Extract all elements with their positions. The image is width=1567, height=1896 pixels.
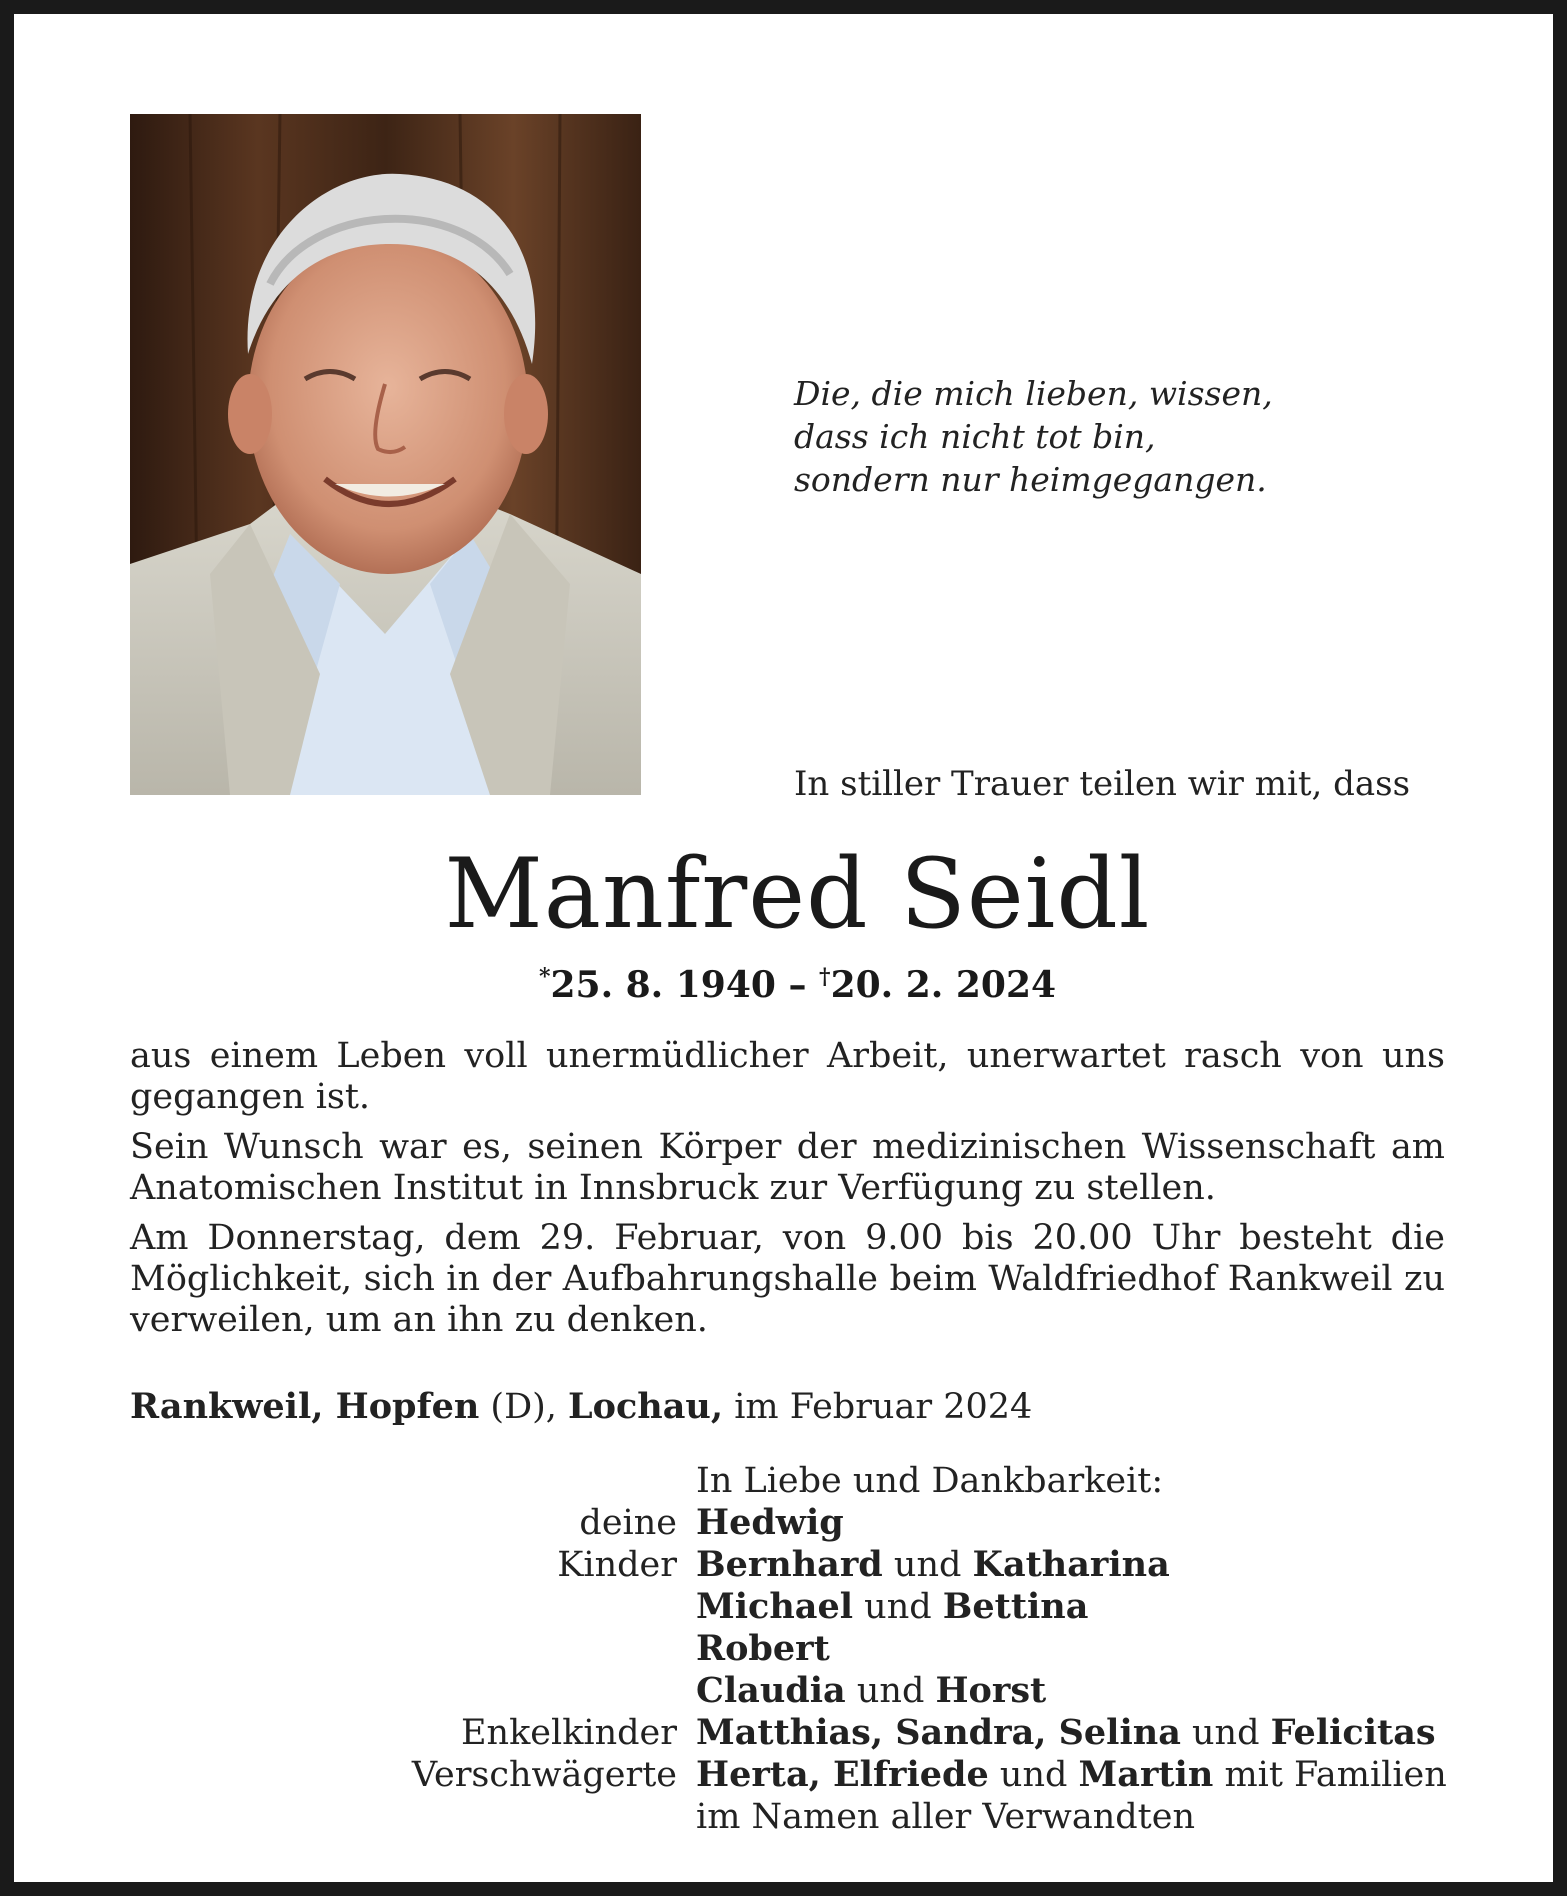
child-partner-name: Katharina <box>972 1544 1170 1585</box>
and-text: und <box>853 1587 943 1627</box>
children-row-4 <box>14 1670 1567 1712</box>
inlaw-last-name: Martin <box>1078 1754 1214 1795</box>
wife-label: deine <box>579 1503 677 1543</box>
and-text: und <box>882 1545 973 1585</box>
place-and-date <box>130 1386 1032 1427</box>
grandchildren-row <box>14 1712 1567 1754</box>
paragraph-1: aus einem Leben voll unermüdlicher Arbeit, unerwartet rasch von uns gegangen ist. <box>130 1036 1445 1117</box>
children-label: Kinder <box>557 1545 677 1585</box>
child-name: Michael <box>696 1586 854 1627</box>
death-symbol: † <box>819 964 831 990</box>
quote-line-1: Die, die mich lieben, wissen, <box>794 374 1273 413</box>
child-name: Robert <box>696 1628 830 1669</box>
wife-row <box>14 1502 1567 1544</box>
quote-line-2: dass ich nicht tot bin, <box>794 417 1156 456</box>
grandchild-last-name: Felicitas <box>1270 1712 1436 1753</box>
and-text: und <box>845 1671 936 1711</box>
paragraph-2: Sein Wunsch war es, seinen Körper der medizinischen Wissenschaft am Anatomischen Institut in Innsbruck zur Verfügung zu stellen. <box>130 1127 1445 1208</box>
grandchildren-names: Matthias, Sandra, Selina <box>696 1712 1181 1753</box>
place-country: (D), <box>479 1387 569 1427</box>
life-dates <box>14 964 1567 1006</box>
and-text: und <box>1180 1713 1271 1753</box>
signature-heading: In Liebe und Dankbarkeit: <box>696 1461 1164 1501</box>
inlaws-suffix: mit Familien <box>1213 1755 1447 1795</box>
wife-name: Hedwig <box>696 1502 844 1543</box>
birth-symbol: * <box>538 964 551 990</box>
mourners-signature <box>14 1460 1567 1838</box>
closing-row <box>14 1796 1567 1838</box>
children-row-2 <box>14 1586 1567 1628</box>
portrait-illustration <box>130 114 641 795</box>
grandchildren-label: Enkelkinder <box>461 1713 677 1753</box>
inlaws-names: Herta, Elfriede <box>696 1754 989 1795</box>
children-row-3 <box>14 1628 1567 1670</box>
child-partner-name: Bettina <box>942 1586 1089 1627</box>
obituary-text <box>130 1036 1445 1350</box>
child-name: Bernhard <box>696 1544 883 1585</box>
place-date: im Februar 2024 <box>723 1387 1033 1427</box>
place-towns: Rankweil, Hopfen <box>130 1386 480 1427</box>
inlaws-row <box>14 1754 1567 1796</box>
and-text: und <box>988 1755 1079 1795</box>
memorial-quote <box>794 372 1454 501</box>
children-row-1 <box>14 1544 1567 1586</box>
child-name: Claudia <box>696 1670 846 1711</box>
child-partner-name: Horst <box>935 1670 1047 1711</box>
date-separator: – <box>788 964 807 1006</box>
announcement-intro: In stiller Trauer teilen wir mit, dass <box>794 764 1411 804</box>
place-town-lochau: Lochau, <box>568 1386 724 1427</box>
portrait-photo <box>130 114 641 795</box>
quote-line-3: sondern nur heimgegangen. <box>794 460 1267 499</box>
inlaws-label: Verschwägerte <box>411 1755 677 1795</box>
death-date: 20. 2. 2024 <box>830 964 1057 1006</box>
paragraph-3: Am Donnerstag, dem 29. Februar, von 9.00 bis 20.00 Uhr besteht die Möglichkeit, sich in der Aufbahrungshalle beim Waldfriedhof Rankweil zu verweilen, um an ihn zu denken. <box>130 1218 1445 1340</box>
deceased-name: Manfred Seidl <box>444 838 1151 950</box>
birth-date: 25. 8. 1940 <box>550 964 776 1006</box>
closing-text: im Namen aller Verwandten <box>696 1797 1195 1837</box>
signature-heading-row <box>14 1460 1567 1502</box>
